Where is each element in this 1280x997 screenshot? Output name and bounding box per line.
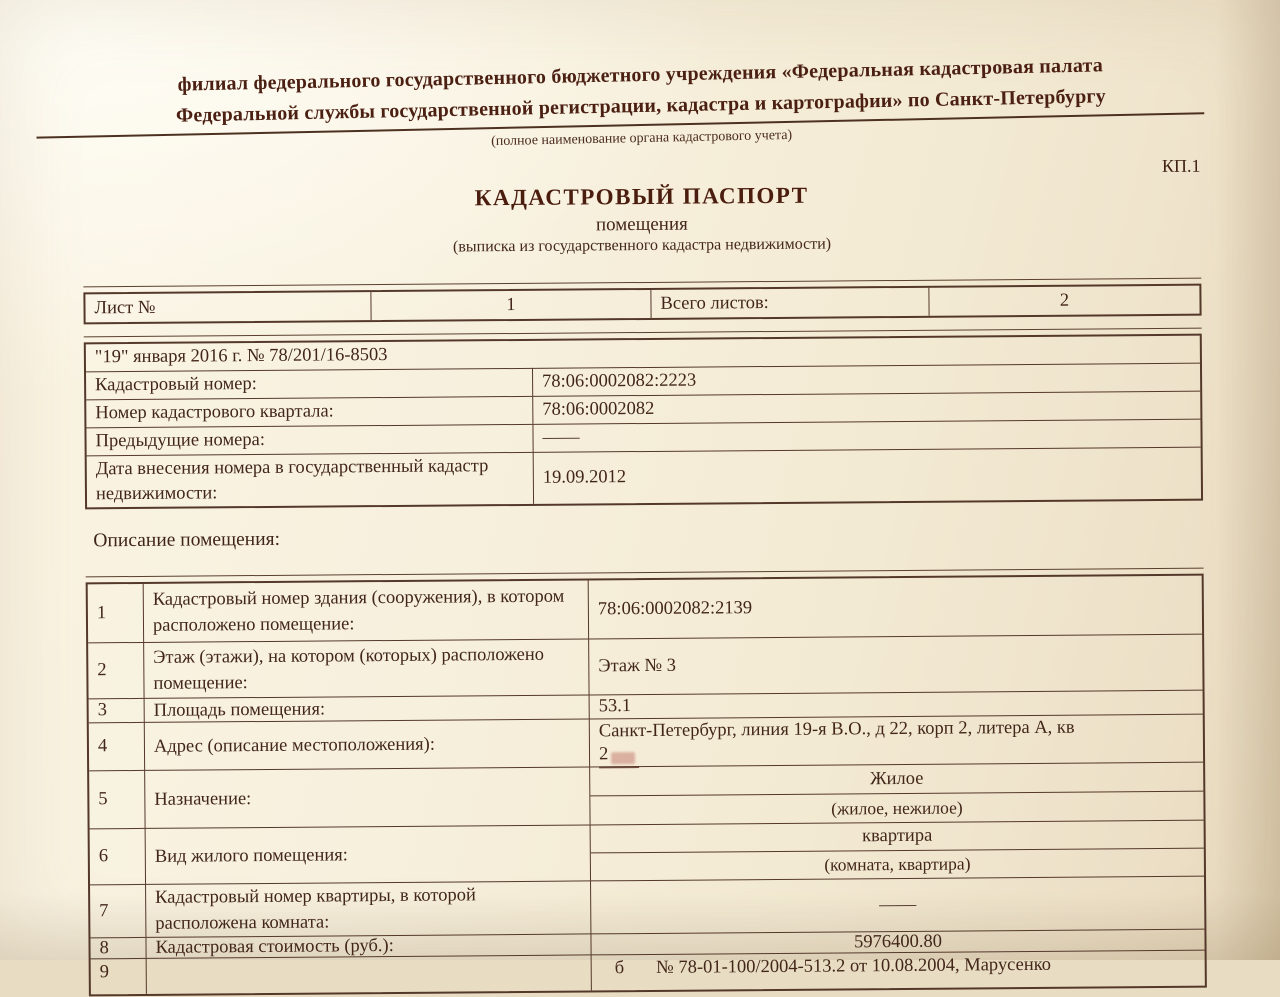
authority-caption: (полное наименование органа кадастрового учета) — [490, 127, 793, 150]
row-value: 5976400.80 — [590, 929, 1204, 955]
document-header — [79, 48, 1203, 158]
value-fragment: б — [614, 958, 625, 979]
desc-row-9-partial — [91, 950, 1205, 995]
row-value — [589, 762, 1203, 825]
row-number: 1 — [96, 602, 107, 623]
row-label: Кадастровая стоимость (руб.): — [145, 933, 590, 957]
row-value: Этаж № 3 — [588, 634, 1202, 695]
row-number: 2 — [88, 642, 143, 698]
desc-row-6 — [90, 820, 1204, 885]
value-main: № 78-01-100/2004-513.2 от 10.08.2004, Марусенко — [656, 954, 1052, 978]
row-label: Предыдущие номера: — [86, 424, 532, 456]
row-number: 6 — [90, 828, 145, 884]
table-row — [87, 447, 1201, 508]
row-value — [591, 950, 1205, 991]
sheet-number-label: Лист № — [94, 297, 156, 318]
authority-line-1: филиал федерального государственного бюджетного учреждения «Федеральная кадастровая палата — [177, 54, 1104, 96]
redaction-mark — [611, 752, 635, 764]
row-label: Адрес (описание местоположения): — [144, 718, 589, 769]
value-note: (комната, квартира) — [824, 853, 971, 875]
row-label: Кадастровый номер квартиры, в которой расположена комната: — [145, 880, 590, 936]
value-main: Жилое — [590, 763, 1203, 797]
row-number: 9 — [91, 958, 146, 994]
sheet-counter-table — [83, 284, 1201, 325]
row-label: Кадастровый номер здания (сооружения), в котором расположено помещение: — [143, 580, 588, 641]
row-value: —— — [590, 876, 1204, 934]
value-main: квартира — [591, 821, 1204, 854]
row-label: Кадастровый номер: — [86, 368, 532, 400]
sheet-number-value: 1 — [370, 290, 650, 320]
premises-description-table — [86, 574, 1207, 997]
row-value: 53.1 — [589, 690, 1203, 719]
row-number: 5 — [89, 770, 144, 828]
document-object: помещения — [595, 213, 688, 236]
row-label: Номер кадастрового квартала: — [86, 396, 532, 428]
row-value: 78:06:0002082:2223 — [532, 363, 1200, 396]
row-value: 78:06:0002082:2139 — [588, 576, 1202, 639]
row-number: 8 — [90, 937, 145, 958]
row-label: Дата внесения номера в государственный кадастр недвижимости: — [87, 452, 533, 508]
row-value — [590, 820, 1204, 881]
document-title-note: (выписка из государственного кадастра недвижимости) — [452, 235, 832, 256]
section-title: Описание помещения: — [93, 528, 281, 552]
form-code: КП.1 — [1161, 155, 1201, 176]
registry-info-table — [84, 334, 1203, 510]
desc-row-1 — [88, 576, 1202, 643]
value-note: (жилое, нежилое) — [831, 797, 963, 819]
desc-row-5 — [89, 762, 1203, 829]
row-number: 3 — [89, 698, 144, 722]
cadastral-passport-document — [79, 0, 1209, 996]
row-label: Площадь помещения: — [144, 694, 589, 721]
row-number: 4 — [89, 722, 144, 770]
row-number: 7 — [90, 884, 145, 937]
row-value: —— — [532, 419, 1200, 452]
desc-row-7 — [90, 876, 1204, 938]
authority-line-2: Федеральной службы государственной регистрации, кадастра и картографии» по Санкт-Петербургу — [175, 85, 1107, 127]
row-label: Назначение: — [144, 766, 589, 827]
row-value: 78:06:0002082 — [532, 391, 1200, 424]
row-label — [146, 954, 591, 993]
row-value: 19.09.2012 — [533, 447, 1201, 504]
row-label: Вид жилого помещения: — [145, 824, 590, 883]
total-sheets-value: 2 — [928, 286, 1199, 316]
row-value — [589, 714, 1203, 767]
address-line-1: Санкт-Петербург, линия 19-я В.О., д 22, корп 2, литера А, кв — [598, 717, 1075, 742]
issue-date-line: "19" января 2016 г. № 78/201/16-8503 — [94, 345, 388, 368]
row-label: Этаж (этажи), на котором (которых) расположено помещение: — [143, 638, 588, 697]
total-sheets-label: Всего листов: — [650, 288, 928, 318]
desc-row-4 — [89, 714, 1203, 771]
issuing-authority-name — [79, 48, 1202, 133]
address-line-2: 2 — [599, 743, 639, 768]
document-title: КАДАСТРОВЫЙ ПАСПОРТ — [474, 182, 809, 211]
desc-row-2 — [88, 634, 1202, 699]
